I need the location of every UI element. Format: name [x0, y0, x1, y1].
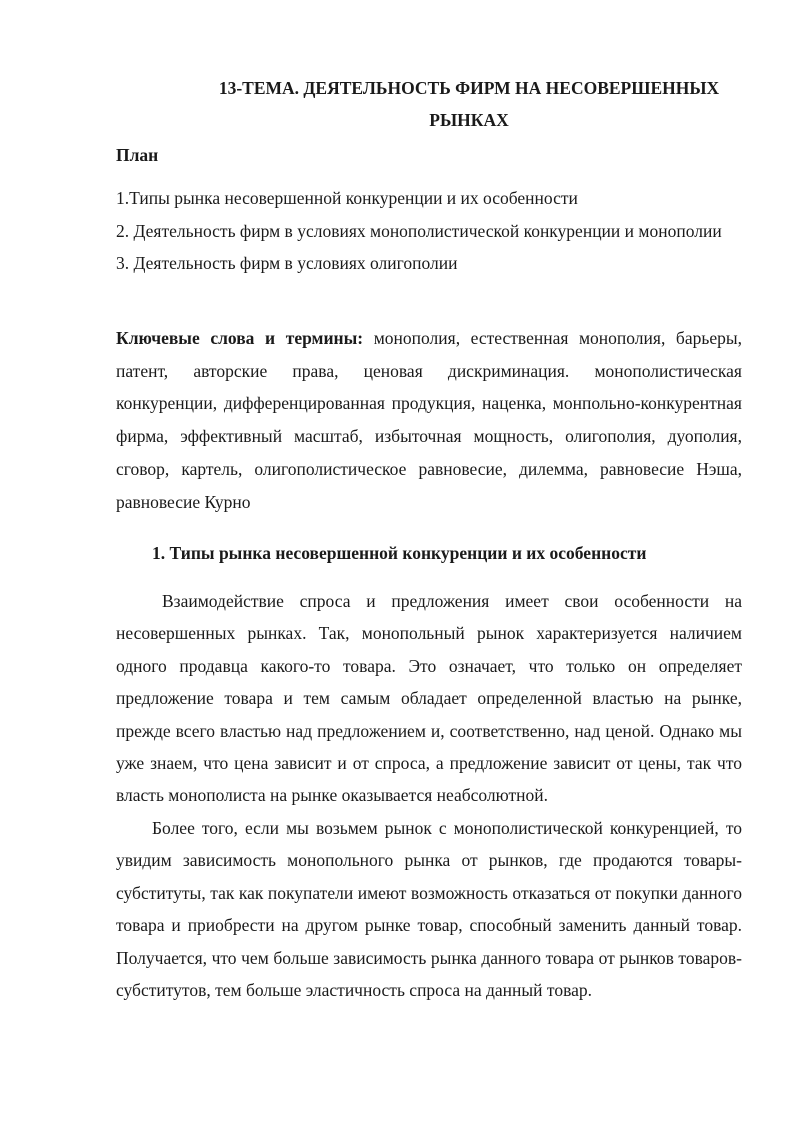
keywords-label: Ключевые слова и термины:: [116, 328, 364, 348]
plan-item-2: 2. Деятельность фирм в условиях монополистической конкуренции и монополии: [116, 220, 722, 241]
document-title: [116, 72, 742, 136]
plan-item-1: 1.Типы рынка несовершенной конкуренции и их особенности: [116, 188, 578, 208]
keywords-text: монополия, естественная монополия, барьеры, патент, авторские права, ценовая дискриминация. монополистическая конкуренции, дифференцированная продукция, наценка, монпольно-конкурентная фирма, эффективный масштаб, избыточная мощность, олигополия, дуополия, сговор, картель, олигополистическое равновесие, дилемма, равновесие Нэша, равновесие Курно: [116, 328, 742, 512]
plan-heading: План: [116, 145, 159, 165]
section-1-paragraph-2: Более того, если мы возьмем рынок с монополистической конкуренцией, то увидим зависимость монопольного рынка от рынков, где продаются товары-субституты, так как покупатели имеют возможность отказаться от покупки данного товара и приобрести на другом рынке товар, способный заменить данный товар. Получается, что чем больше зависимость рынка данного товара от рынков товаров-субститутов, тем больше эластичность спроса на данный товар.: [116, 818, 742, 1001]
section-1-heading: 1. Типы рынка несовершенной конкуренции и их особенности: [152, 543, 647, 563]
section-1-paragraph-1: Взаимодействие спроса и предложения имеет свои особенности на несовершенных рынках. Так, монопольный рынок характеризуется наличием одного продавца какого-то товара. Это означает, что только он определяет предложение товара и тем самым обладает определенной властью на рынке, прежде всего властью над предложением и, соответственно, над ценой. Однако мы уже знаем, что цена зависит и от спроса, а предложение зависит от цены, так что власть монополиста на рынке оказывается неабсолютной.: [116, 591, 742, 806]
plan-list: [116, 182, 742, 280]
title-line-1: 13-ТЕМА. ДЕЯТЕЛЬНОСТЬ ФИРМ НА НЕСОВЕРШЕННЫХ: [218, 78, 720, 98]
plan-item-3: 3. Деятельность фирм в условиях олигополии: [116, 253, 458, 273]
title-line-2: РЫНКАХ: [429, 110, 509, 130]
keywords-paragraph: [116, 322, 742, 518]
